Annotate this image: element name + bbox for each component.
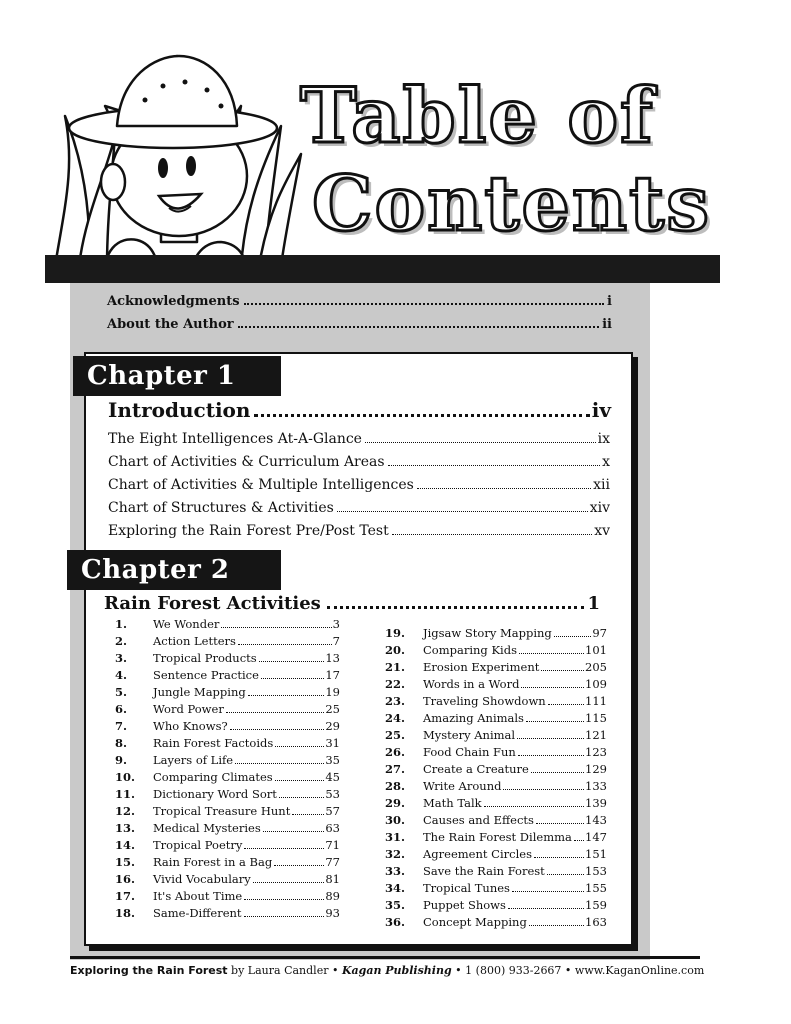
activity-item[interactable] (385, 829, 607, 846)
activity-page: 93 (325, 906, 340, 920)
activity-number: 2. (115, 634, 128, 648)
activity-number: 20. (385, 643, 406, 657)
activity-number: 13. (115, 821, 136, 835)
footer-separator: • (561, 964, 575, 977)
entry-label: Chart of Activities & Multiple Intelligences (108, 477, 414, 493)
activity-page: 123 (585, 745, 607, 759)
introduction-entry[interactable] (108, 398, 611, 422)
dot-leader (508, 908, 584, 909)
activity-item[interactable] (385, 625, 607, 642)
chapter-2-badge: Chapter 2 (67, 550, 281, 590)
activity-label: Words in a Word (423, 677, 520, 691)
activity-item[interactable] (385, 676, 607, 693)
dot-leader (292, 814, 324, 815)
activity-page: 129 (585, 762, 607, 776)
activity-number: 31. (385, 830, 406, 844)
activity-item[interactable] (115, 650, 340, 667)
activity-label: Word Power (153, 702, 224, 716)
activity-number: 34. (385, 881, 406, 895)
chapter-1-item[interactable] (108, 520, 610, 543)
dot-leader (529, 925, 584, 926)
title-line-1: Table of (300, 71, 655, 160)
activity-page: 121 (585, 728, 607, 742)
dot-leader (574, 840, 584, 841)
activity-page: 13 (325, 651, 340, 665)
activity-number: 30. (385, 813, 406, 827)
dot-leader (248, 695, 325, 696)
activity-item[interactable] (385, 727, 607, 744)
dot-leader (275, 780, 325, 781)
dot-leader (238, 644, 332, 645)
activity-page: 35 (325, 753, 340, 767)
dot-leader (244, 916, 325, 917)
activity-label: Create a Creature (423, 762, 529, 776)
activity-number: 23. (385, 694, 406, 708)
dot-leader (259, 661, 325, 662)
activity-page: 81 (325, 872, 340, 886)
dot-leader (327, 606, 585, 609)
activity-number: 18. (115, 906, 136, 920)
activity-page: 3 (332, 617, 340, 631)
activity-page: 133 (585, 779, 607, 793)
header-divider-bar (45, 255, 720, 283)
activity-label: Comparing Climates (153, 770, 273, 784)
dot-leader (526, 721, 584, 722)
activity-page: 45 (325, 770, 340, 784)
activity-number: 12. (115, 804, 136, 818)
activity-item[interactable] (115, 803, 340, 820)
activity-label: Tropical Products (153, 651, 257, 665)
activity-label: Causes and Effects (423, 813, 534, 827)
dot-leader (275, 746, 324, 747)
entry-label: Rain Forest Activities (104, 593, 321, 614)
entry-page: xiv (589, 500, 610, 516)
footer-author: by Laura Candler (227, 964, 329, 977)
activity-item[interactable] (385, 897, 607, 914)
activity-page: 71 (325, 838, 340, 852)
activity-number: 27. (385, 762, 406, 776)
dot-leader (230, 729, 325, 730)
chapter-1-item[interactable] (108, 428, 610, 451)
activity-item[interactable] (115, 769, 340, 786)
activity-number: 1. (115, 617, 128, 631)
dot-leader (337, 511, 588, 512)
footer-book-title: Exploring the Rain Forest (70, 964, 228, 977)
chapter-1-badge: Chapter 1 (73, 356, 281, 396)
activity-label: Tropical Tunes (423, 881, 510, 895)
activity-label: Dictionary Word Sort (153, 787, 277, 801)
activity-item[interactable] (385, 710, 607, 727)
dot-leader (244, 899, 324, 900)
activity-page: 139 (585, 796, 607, 810)
footer-phone: 1 (800) 933-2667 (465, 964, 562, 977)
activity-label: The Rain Forest Dilemma (423, 830, 572, 844)
activity-page: 147 (585, 830, 607, 844)
footer-website[interactable]: www.KaganOnline.com (574, 964, 705, 977)
dot-leader (263, 831, 325, 832)
activities-right-column (385, 625, 607, 931)
dot-leader (279, 797, 324, 798)
activity-number: 6. (115, 702, 128, 716)
activity-label: We Wonder (153, 617, 220, 631)
activity-item[interactable] (385, 761, 607, 778)
activity-item[interactable] (385, 795, 607, 812)
dot-leader (512, 891, 584, 892)
dot-leader (521, 687, 584, 688)
activity-number: 15. (115, 855, 136, 869)
activity-page: 115 (585, 711, 607, 725)
activity-item[interactable] (385, 914, 607, 931)
activities-left-column (115, 616, 340, 922)
chapter-1-item[interactable] (108, 451, 610, 474)
activity-page: 143 (585, 813, 607, 827)
activity-item[interactable] (385, 659, 607, 676)
activity-page: 151 (585, 847, 607, 861)
activity-number: 26. (385, 745, 406, 759)
entry-page: ix (597, 431, 610, 447)
dot-leader (541, 670, 584, 671)
dot-leader (235, 763, 324, 764)
entry-label: The Eight Intelligences At-A-Glance (108, 431, 362, 447)
activity-item[interactable] (385, 744, 607, 761)
dot-leader (254, 414, 589, 417)
activity-page: 29 (325, 719, 340, 733)
activity-label: Action Letters (153, 634, 236, 648)
entry-page: x (602, 454, 610, 470)
activity-label: Amazing Animals (423, 711, 524, 725)
activity-page: 101 (585, 643, 607, 657)
entry-label: Exploring the Rain Forest Pre/Post Test (108, 523, 389, 539)
activity-label: Tropical Treasure Hunt (153, 804, 291, 818)
dot-leader (392, 534, 592, 535)
activity-number: 4. (115, 668, 128, 682)
activity-page: 57 (325, 804, 340, 818)
title-line-2: Contents (312, 159, 712, 248)
entry-page: 1 (587, 593, 600, 614)
activity-item[interactable] (385, 880, 607, 897)
front-matter-item[interactable] (107, 313, 612, 336)
footer-publisher: Kagan Publishing (341, 964, 452, 977)
activity-item[interactable] (385, 642, 607, 659)
entry-page: iv (591, 398, 611, 422)
activity-item[interactable] (385, 693, 607, 710)
activity-number: 7. (115, 719, 128, 733)
activity-page: 97 (592, 626, 607, 640)
footer-separator: • (451, 964, 466, 977)
activity-page: 25 (325, 702, 340, 716)
activity-number: 16. (115, 872, 136, 886)
dot-leader (238, 326, 600, 328)
activity-item[interactable] (115, 633, 340, 650)
dot-leader (534, 857, 584, 858)
activity-item[interactable] (385, 846, 607, 863)
footer (70, 964, 705, 977)
dot-leader (261, 678, 324, 679)
activity-label: Same-Different (153, 906, 242, 920)
activity-item[interactable] (385, 863, 607, 880)
dot-leader (517, 738, 584, 739)
activity-item[interactable] (115, 684, 340, 701)
dot-leader (417, 488, 591, 489)
activity-label: Traveling Showdown (423, 694, 546, 708)
front-matter-item[interactable] (107, 290, 612, 313)
dot-leader (548, 704, 584, 705)
activity-number: 17. (115, 889, 136, 903)
activity-number: 22. (385, 677, 406, 691)
activity-item[interactable] (115, 905, 340, 922)
chapter-1-list (108, 428, 610, 543)
entry-label: About the Author (107, 317, 234, 332)
entry-label: Chart of Activities & Curriculum Areas (108, 454, 385, 470)
activity-page: 89 (325, 889, 340, 903)
chapter-1-item[interactable] (108, 497, 610, 520)
activity-page: 63 (325, 821, 340, 835)
dot-leader (547, 874, 584, 875)
activity-number: 28. (385, 779, 406, 793)
activity-label: Write Around (423, 779, 502, 793)
dot-leader (519, 653, 584, 654)
dot-leader (536, 823, 584, 824)
activity-label: Comparing Kids (423, 643, 517, 657)
activity-label: Medical Mysteries (153, 821, 261, 835)
activity-page: 17 (325, 668, 340, 682)
activity-label: Agreement Circles (423, 847, 532, 861)
page-title (300, 72, 720, 248)
activity-item[interactable] (115, 786, 340, 803)
activity-number: 14. (115, 838, 136, 852)
activity-item[interactable] (115, 701, 340, 718)
activity-number: 3. (115, 651, 128, 665)
activity-number: 29. (385, 796, 406, 810)
activity-item[interactable] (115, 871, 340, 888)
entry-page: xv (594, 523, 610, 539)
activity-item[interactable] (115, 854, 340, 871)
entry-label: Acknowledgments (107, 294, 240, 309)
activity-label: Layers of Life (153, 753, 234, 767)
activity-page: 111 (585, 694, 607, 708)
activity-item[interactable] (385, 812, 607, 829)
activity-number: 8. (115, 736, 128, 750)
activity-number: 9. (115, 753, 128, 767)
activity-number: 33. (385, 864, 406, 878)
activity-item[interactable] (115, 616, 340, 633)
dot-leader (244, 848, 324, 849)
activity-number: 19. (385, 626, 406, 640)
activity-number: 5. (115, 685, 128, 699)
dot-leader (484, 806, 584, 807)
activity-page: 155 (585, 881, 607, 895)
activity-number: 25. (385, 728, 406, 742)
activity-label: Mystery Animal (423, 728, 516, 742)
footer-separator: • (328, 964, 342, 977)
activity-label: Jungle Mapping (153, 685, 246, 699)
activity-page: 159 (585, 898, 607, 912)
entry-label: Introduction (108, 398, 251, 422)
activity-page: 153 (585, 864, 607, 878)
activity-number: 21. (385, 660, 406, 674)
activity-label: Erosion Experiment (423, 660, 540, 674)
activity-label: Jigsaw Story Mapping (423, 626, 552, 640)
activity-number: 32. (385, 847, 406, 861)
dot-leader (518, 755, 584, 756)
front-matter-list (107, 290, 612, 336)
activity-label: Concept Mapping (423, 915, 527, 929)
entry-label: Chart of Structures & Activities (108, 500, 334, 516)
activity-page: 163 (585, 915, 607, 929)
activity-number: 11. (115, 787, 136, 801)
entry-page: xii (593, 477, 610, 493)
activity-label: It's About Time (153, 889, 243, 903)
activity-number: 10. (115, 770, 136, 784)
activity-page: 77 (325, 855, 340, 869)
dot-leader (388, 465, 601, 466)
dot-leader (365, 442, 596, 443)
activity-item[interactable] (115, 752, 340, 769)
dot-leader (226, 712, 325, 713)
activity-label: Who Knows? (153, 719, 228, 733)
dot-leader (244, 303, 605, 305)
entry-page: ii (602, 317, 612, 332)
activity-label: Sentence Practice (153, 668, 259, 682)
activity-number: 36. (385, 915, 406, 929)
activity-number: 35. (385, 898, 406, 912)
dot-leader (554, 636, 592, 637)
activity-page: 53 (325, 787, 340, 801)
activity-number: 24. (385, 711, 406, 725)
activity-label: Vivid Vocabulary (153, 872, 251, 886)
activity-item[interactable] (115, 888, 340, 905)
activity-page: 31 (325, 736, 340, 750)
activity-item[interactable] (115, 837, 340, 854)
dot-leader (503, 789, 584, 790)
activity-label: Rain Forest in a Bag (153, 855, 273, 869)
dot-leader (253, 882, 325, 883)
activity-label: Tropical Poetry (153, 838, 243, 852)
activity-label: Puppet Shows (423, 898, 506, 912)
activity-page: 19 (325, 685, 340, 699)
chapter-1-item[interactable] (108, 474, 610, 497)
activity-label: Save the Rain Forest (423, 864, 545, 878)
activity-item[interactable] (115, 718, 340, 735)
footer-rule (70, 956, 700, 959)
activity-item[interactable] (385, 778, 607, 795)
explorer-mascot-illustration (45, 36, 305, 284)
activity-label: Math Talk (423, 796, 482, 810)
activity-item[interactable] (115, 820, 340, 837)
dot-leader (221, 627, 331, 628)
activity-label: Rain Forest Factoids (153, 736, 274, 750)
activity-label: Food Chain Fun (423, 745, 516, 759)
activity-item[interactable] (115, 735, 340, 752)
entry-page: i (607, 294, 612, 309)
rain-forest-activities-entry[interactable] (104, 593, 600, 614)
activity-page: 205 (585, 660, 607, 674)
dot-leader (531, 772, 584, 773)
activity-item[interactable] (115, 667, 340, 684)
dot-leader (274, 865, 324, 866)
activity-page: 109 (585, 677, 607, 691)
activity-page: 7 (332, 634, 340, 648)
